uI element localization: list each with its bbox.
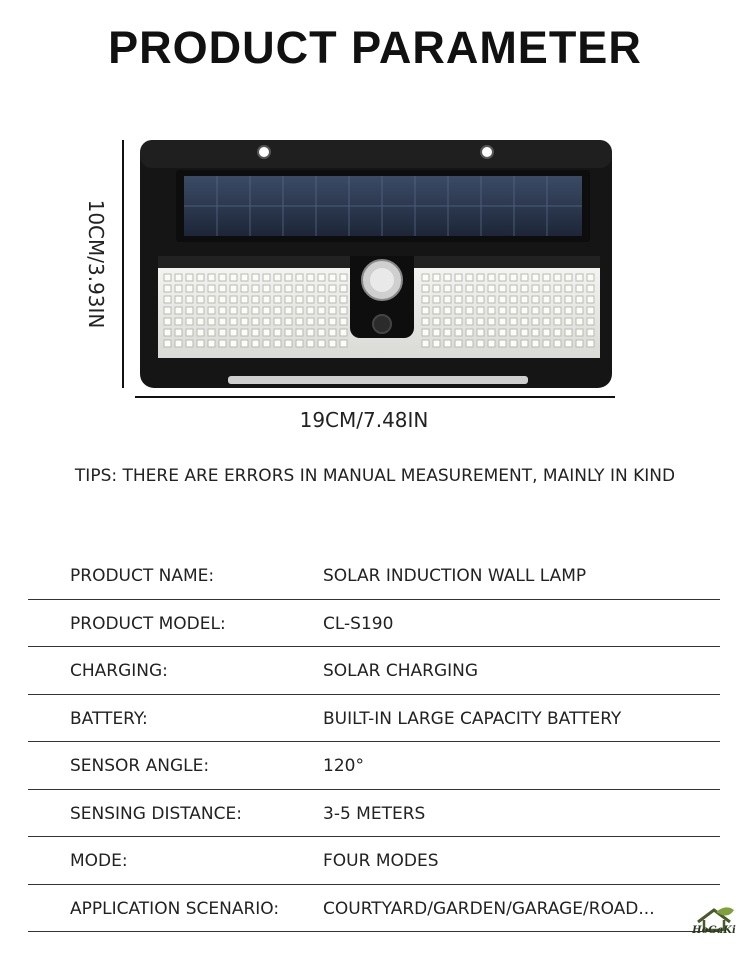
page-title: PRODUCT PARAMETER xyxy=(108,22,642,73)
spec-label: PRODUCT NAME: xyxy=(70,566,215,586)
spec-label: PRODUCT MODEL: xyxy=(70,613,226,634)
spec-label: APPLICATION SCENARIO: xyxy=(70,898,280,919)
spec-value: FOUR MODES xyxy=(323,851,439,871)
height-dimension-line xyxy=(122,140,124,388)
spec-label: CHARGING: xyxy=(70,661,168,681)
width-dimension-line xyxy=(135,396,615,398)
spec-label: MODE: xyxy=(70,851,128,871)
table-row xyxy=(28,790,720,838)
height-dimension-label: 10CM/3.93IN xyxy=(84,199,108,329)
spec-table xyxy=(28,552,720,932)
spec-value: 3-5 METERS xyxy=(323,803,426,824)
spec-label: SENSING DISTANCE: xyxy=(70,803,242,824)
brand-logo-text: HoGaKi xyxy=(692,925,736,936)
spec-value: SOLAR CHARGING xyxy=(323,661,479,681)
table-row xyxy=(28,885,720,933)
spec-value: CL-S190 xyxy=(323,613,394,634)
spec-value: COURTYARD/GARDEN/GARAGE/ROAD... xyxy=(323,898,655,919)
spec-value: 120° xyxy=(323,756,364,776)
spec-value: BUILT-IN LARGE CAPACITY BATTERY xyxy=(323,708,622,729)
width-dimension-label: 19CM/7.48IN xyxy=(299,408,429,432)
solar-lamp-image xyxy=(138,138,614,392)
table-row xyxy=(28,552,720,600)
spec-value: SOLAR INDUCTION WALL LAMP xyxy=(323,566,587,586)
table-row xyxy=(28,695,720,743)
spec-label: BATTERY: xyxy=(70,708,148,729)
leaf-house-logo-icon xyxy=(690,900,738,948)
table-row xyxy=(28,600,720,648)
table-row xyxy=(28,837,720,885)
table-row xyxy=(28,742,720,790)
table-row xyxy=(28,647,720,695)
spec-label: SENSOR ANGLE: xyxy=(70,756,210,776)
measurement-tip: TIPS: THERE ARE ERRORS IN MANUAL MEASUREMENT, MAINLY IN KIND xyxy=(74,466,676,486)
